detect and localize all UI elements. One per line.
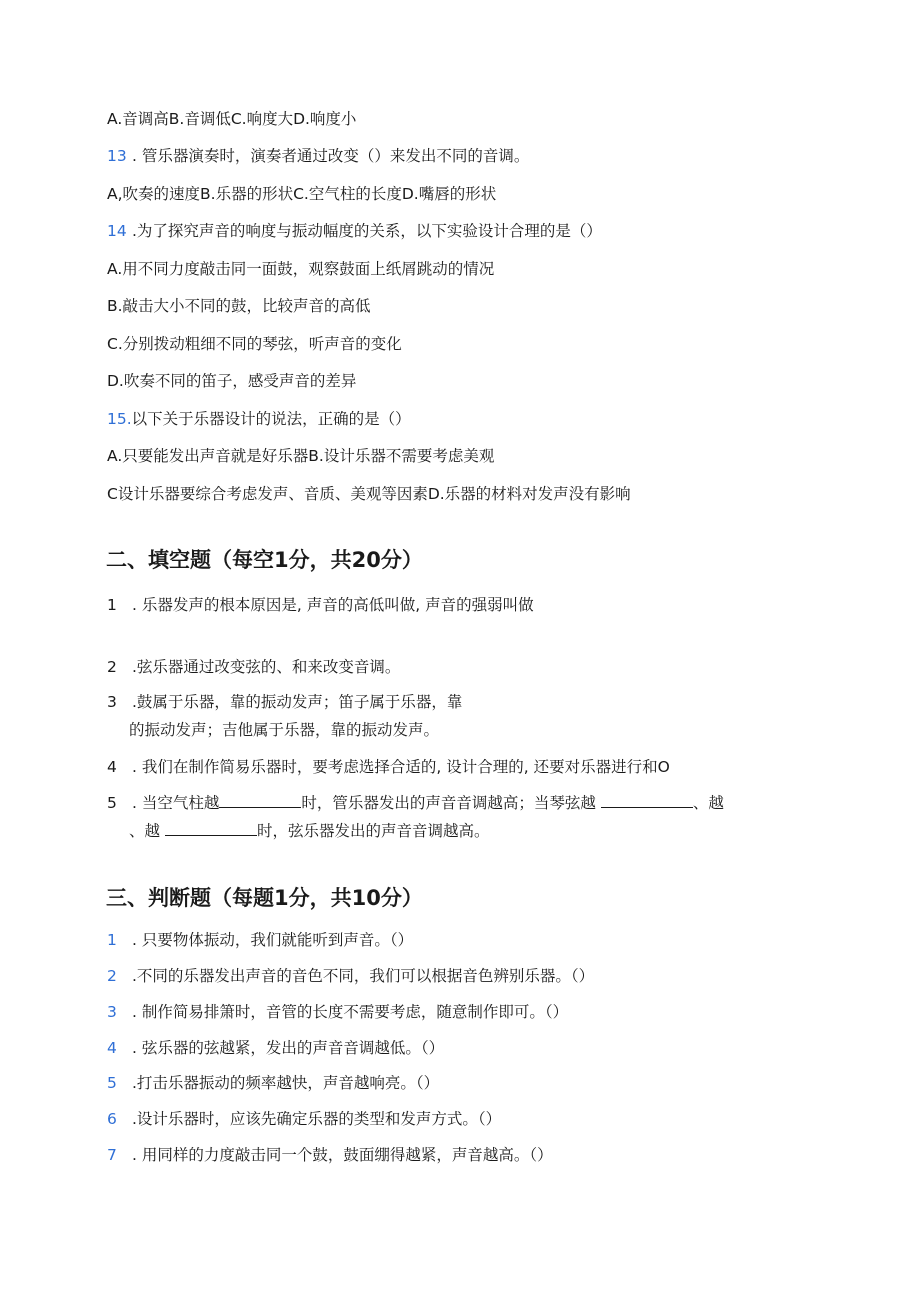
question-text: . 管乐器演奏时，演奏者通过改变（）来发出不同的音调。: [132, 147, 530, 165]
question-number: 13: [107, 147, 127, 165]
question-number: 6: [107, 1110, 117, 1128]
question-number: 3: [107, 693, 117, 711]
question-text: 时，弦乐器发出的声音音调越高。: [256, 822, 490, 840]
judge-question-5: [107, 1073, 439, 1093]
question-14-option-d: D.吹奏不同的笛子，感受声音的差异: [107, 372, 357, 390]
section-2-title: 二、填空题（每空1分，共20分）: [106, 548, 423, 572]
question-12-options: A.音调高B.音调低C.响度大D.响度小: [107, 110, 357, 128]
question-14: [107, 221, 602, 241]
question-text: 、越: [129, 822, 161, 840]
question-text: . 乐器发声的根本原因是, 声音的高低叫做, 声音的强弱叫做: [132, 596, 534, 614]
question-13: [107, 146, 529, 166]
question-text: .为了探究声音的响度与振动幅度的关系，以下实验设计合理的是（）: [132, 222, 602, 240]
fill-question-3-continued: 的振动发声；吉他属于乐器，靠的振动发声。: [129, 721, 440, 739]
judge-question-7: [107, 1145, 553, 1165]
question-14-option-c: C.分别拨动粗细不同的琴弦，听声音的变化: [107, 335, 402, 353]
judge-question-3: [107, 1002, 568, 1022]
question-14-option-b: B.敲击大小不同的鼓，比较声音的高低: [107, 297, 371, 315]
fill-question-1: [107, 595, 534, 615]
question-number: 14: [107, 222, 127, 240]
question-number: 4: [107, 758, 117, 776]
question-text: . 只要物体振动，我们就能听到声音。（）: [132, 931, 414, 949]
question-text: .弦乐器通过改变弦的、和来改变音调。: [132, 658, 401, 676]
question-number: 1: [107, 931, 117, 949]
fill-question-5-continued: [129, 821, 489, 841]
question-number: 5: [107, 1074, 117, 1092]
question-text: .设计乐器时，应该先确定乐器的类型和发声方式。（）: [132, 1110, 502, 1128]
question-number: 2: [107, 967, 117, 985]
question-15: [107, 409, 411, 429]
question-14-option-a: A.用不同力度敲击同一面鼓，观察鼓面上纸屑跳动的情况: [107, 260, 495, 278]
question-text: . 制作简易排箫时，音管的长度不需要考虑，随意制作即可。（）: [132, 1003, 569, 1021]
judge-question-6: [107, 1109, 501, 1129]
answer-blank[interactable]: [165, 821, 257, 836]
section-3-title: 三、判断题（每题1分，共10分）: [106, 886, 423, 910]
question-text: 、越: [692, 794, 724, 812]
fill-question-3: [107, 692, 462, 712]
answer-blank[interactable]: [601, 793, 693, 808]
question-15-options-cd: C设计乐器要综合考虑发声、音质、美观等因素D.乐器的材料对发声没有影响: [107, 485, 631, 503]
fill-question-4: [107, 757, 670, 777]
question-13-options: A,吹奏的速度B.乐器的形状C.空气柱的长度D.嘴唇的形状: [107, 185, 497, 203]
question-15-options-ab: A.只要能发出声音就是好乐器B.设计乐器不需要考虑美观: [107, 447, 495, 465]
answer-blank[interactable]: [219, 793, 301, 808]
judge-question-2: [107, 966, 594, 986]
question-text: .鼓属于乐器，靠的振动发声；笛子属于乐器，靠: [132, 693, 463, 711]
question-number: 7: [107, 1146, 117, 1164]
fill-question-5: [107, 793, 724, 813]
question-text: .打击乐器振动的频率越快，声音越响亮。（）: [132, 1074, 440, 1092]
question-text: .不同的乐器发出声音的音色不同，我们可以根据音色辨别乐器。（）: [132, 967, 595, 985]
question-number: 4: [107, 1039, 117, 1057]
question-number: 2: [107, 658, 117, 676]
fill-question-2: [107, 657, 400, 677]
question-number: 1: [107, 596, 117, 614]
question-number: 5: [107, 794, 117, 812]
judge-question-1: [107, 930, 413, 950]
question-number: 15.: [107, 410, 132, 428]
question-text: 时，管乐器发出的声音音调越高；当琴弦越: [301, 794, 596, 812]
question-text: 以下关于乐器设计的说法，正确的是（）: [131, 410, 411, 428]
question-number: 3: [107, 1003, 117, 1021]
question-text: . 用同样的力度敲击同一个鼓，鼓面绷得越紧，声音越高。（）: [132, 1146, 553, 1164]
question-text: . 弦乐器的弦越紧，发出的声音音调越低。（）: [132, 1039, 445, 1057]
judge-question-4: [107, 1038, 444, 1058]
question-text: . 当空气柱越: [132, 794, 220, 812]
question-text: . 我们在制作简易乐器时，要考虑选择合适的, 设计合理的, 还要对乐器进行和O: [132, 758, 670, 776]
